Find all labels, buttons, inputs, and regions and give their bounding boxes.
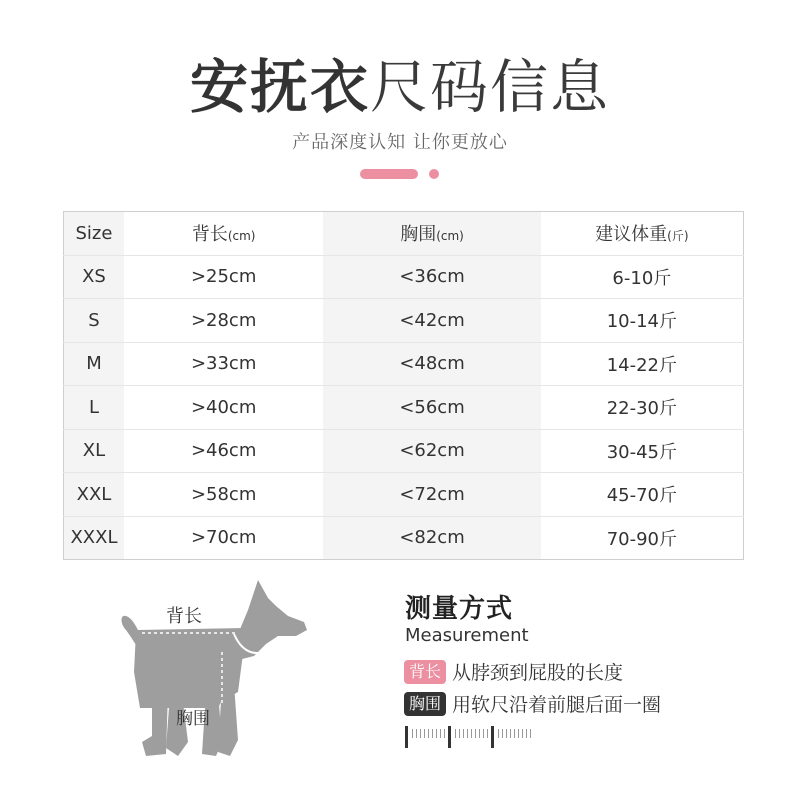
table-row <box>64 386 744 430</box>
cell-size: L <box>64 386 124 430</box>
chest-desc: 用软尺沿着前腿后面一圈 <box>452 694 662 716</box>
cell-back-length: >40cm <box>124 386 323 430</box>
cell-back-length: >25cm <box>124 255 323 299</box>
cell-size: S <box>64 299 124 343</box>
table-row <box>64 516 744 560</box>
cell-chest: <36cm <box>323 255 540 299</box>
chest-tag: 胸围 <box>404 692 446 716</box>
back-desc: 从脖颈到屁股的长度 <box>452 662 624 684</box>
cell-back-length: >46cm <box>124 429 323 473</box>
title-bold: 安抚衣 <box>189 53 370 121</box>
page-subtitle: 产品深度认知 让你更放心 <box>292 132 508 153</box>
ruler-icon <box>404 726 534 750</box>
cell-size: M <box>64 342 124 386</box>
cell-back-length: >70cm <box>190 527 257 549</box>
cell-weight: 14-22斤 <box>541 342 744 386</box>
cell-weight: 22-30斤 <box>541 386 744 430</box>
page-title <box>0 52 800 122</box>
title-light: 尺码信息 <box>370 53 611 121</box>
measurement-subtitle: Measurement <box>405 625 529 646</box>
cell-weight: 45-70斤 <box>541 473 744 517</box>
header-size: Size <box>64 212 124 256</box>
table-row <box>64 255 744 299</box>
cell-weight: 10-14斤 <box>541 299 744 343</box>
cell-chest: <48cm <box>323 342 540 386</box>
table-row <box>64 342 744 386</box>
cell-chest: <56cm <box>323 386 540 430</box>
table-row <box>64 429 744 473</box>
chest-label: 胸围 <box>176 709 210 729</box>
header-back-length: 背长(cm) <box>124 212 323 256</box>
decor-pill <box>360 169 418 179</box>
measure-item-chest <box>404 690 661 717</box>
cell-weight: 6-10斤 <box>541 255 744 299</box>
measure-item-back <box>404 658 623 685</box>
table-row <box>64 299 744 343</box>
cell-size: XL <box>64 429 124 473</box>
cell-weight: 30-45斤 <box>541 429 744 473</box>
dog-silhouette-icon <box>122 580 308 756</box>
cell-chest: <72cm <box>323 473 540 517</box>
cell-back-length: >28cm <box>124 299 323 343</box>
back-length-label: 背长 <box>166 606 202 627</box>
table-row <box>64 473 744 517</box>
decor-dot <box>429 169 439 179</box>
cell-back-length: >33cm <box>124 342 323 386</box>
cell-size: XS <box>64 255 124 299</box>
back-tag: 背长 <box>404 660 446 684</box>
cell-chest: <42cm <box>323 299 540 343</box>
size-table <box>63 211 744 560</box>
dog-diagram <box>118 572 318 768</box>
cell-chest: <62cm <box>323 429 540 473</box>
measurement-title: 测量方式 <box>405 594 514 624</box>
header-weight: 建议体重(斤) <box>541 212 744 256</box>
cell-size: XXL <box>64 473 124 517</box>
header-chest: 胸围(cm) <box>323 212 540 256</box>
cell-chest: <82cm <box>323 516 540 560</box>
cell-back-length: >58cm <box>124 473 323 517</box>
cell-weight: 70-90斤 <box>606 528 677 550</box>
table-header-row <box>64 212 744 256</box>
cell-size: XXXL <box>64 516 124 560</box>
